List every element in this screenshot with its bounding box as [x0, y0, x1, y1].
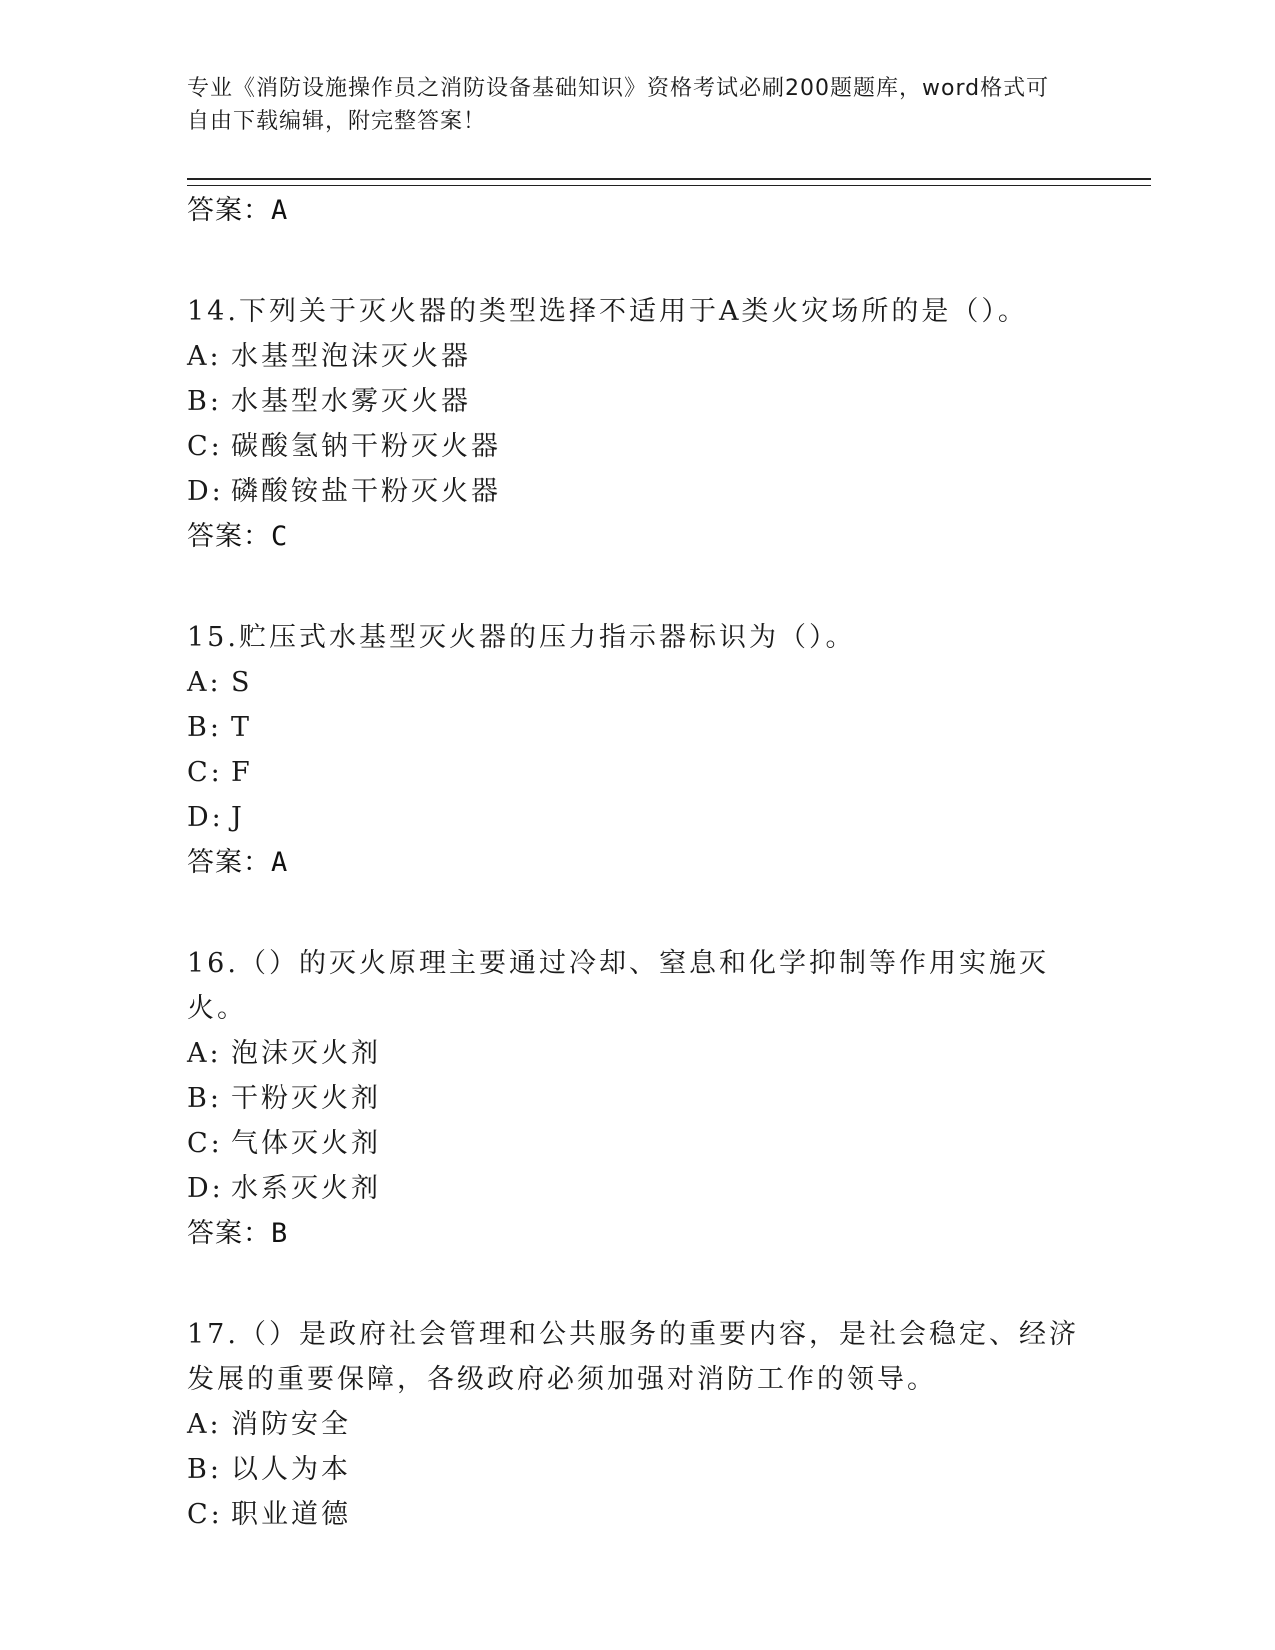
question-block-14: [187, 289, 1087, 559]
option-key: D:: [187, 802, 224, 833]
option-text: 以人为本: [231, 1454, 351, 1485]
option-text: J: [231, 802, 245, 833]
page-header-title: 专业《消防设施操作员之消防设备基础知识》资格考试必刷200题题库，word格式可自由下载编辑，附完整答案！: [187, 76, 1050, 134]
option-c: [187, 750, 1087, 795]
option-c: [187, 1121, 1087, 1166]
option-text: S: [231, 667, 253, 698]
option-a: [187, 334, 1087, 379]
option-d: [187, 795, 1087, 840]
option-b: [187, 1076, 1087, 1121]
exam-content: [187, 188, 1087, 1537]
answer-line: 答案：C: [187, 521, 289, 552]
option-text: 磷酸铵盐干粉灭火器: [231, 476, 501, 507]
option-key: B:: [187, 1083, 222, 1114]
option-key: C:: [187, 757, 223, 788]
question-text: 16.（）的灭火原理主要通过冷却、窒息和化学抑制等作用实施灭火。: [187, 948, 1049, 1024]
option-text: 消防安全: [231, 1409, 351, 1440]
option-b: [187, 1447, 1087, 1492]
option-text: 干粉灭火剂: [231, 1083, 381, 1114]
option-text: 气体灭火剂: [231, 1128, 381, 1159]
question-block-16: [187, 941, 1087, 1256]
option-b: [187, 379, 1087, 424]
option-d: [187, 469, 1087, 514]
option-c: [187, 424, 1087, 469]
option-key: A:: [187, 1409, 222, 1440]
question-text: 14.下列关于灭火器的类型选择不适用于A类火灾场所的是（）。: [187, 296, 1028, 327]
option-text: 水基型泡沫灭火器: [231, 341, 471, 372]
option-key: A:: [187, 341, 222, 372]
option-key: A:: [187, 1038, 222, 1069]
option-c: [187, 1492, 1087, 1537]
option-text: F: [231, 757, 253, 788]
header-divider: [187, 178, 1151, 186]
option-key: D:: [187, 476, 224, 507]
answer-line: 答案：A: [187, 195, 289, 226]
spacer: [187, 1256, 1087, 1312]
question-block-17: [187, 1312, 1087, 1537]
question-text: 15.贮压式水基型灭火器的压力指示器标识为（）。: [187, 622, 856, 653]
option-d: [187, 1166, 1087, 1211]
option-text: T: [231, 712, 253, 743]
option-key: B:: [187, 712, 222, 743]
option-key: C:: [187, 431, 223, 462]
question-text: 17.（）是政府社会管理和公共服务的重要内容，是社会稳定、经济发展的重要保障，各级政府必须加强对消防工作的领导。: [187, 1319, 1079, 1395]
answer-line: 答案：A: [187, 847, 289, 878]
option-text: 职业道德: [231, 1499, 351, 1530]
spacer: [187, 885, 1087, 941]
option-key: C:: [187, 1499, 223, 1530]
option-a: [187, 1402, 1087, 1447]
option-b: [187, 705, 1087, 750]
option-text: 碳酸氢钠干粉灭火器: [231, 431, 501, 462]
option-text: 水基型水雾灭火器: [231, 386, 471, 417]
spacer: [187, 233, 1087, 289]
option-key: B:: [187, 386, 222, 417]
answer-line: 答案：B: [187, 1218, 289, 1249]
option-key: A:: [187, 667, 222, 698]
option-a: [187, 1031, 1087, 1076]
option-key: B:: [187, 1454, 222, 1485]
option-text: 泡沫灭火剂: [231, 1038, 381, 1069]
spacer: [187, 559, 1087, 615]
question-block-15: [187, 615, 1087, 885]
option-a: [187, 660, 1087, 705]
option-key: D:: [187, 1173, 224, 1204]
option-key: C:: [187, 1128, 223, 1159]
option-text: 水系灭火剂: [231, 1173, 381, 1204]
